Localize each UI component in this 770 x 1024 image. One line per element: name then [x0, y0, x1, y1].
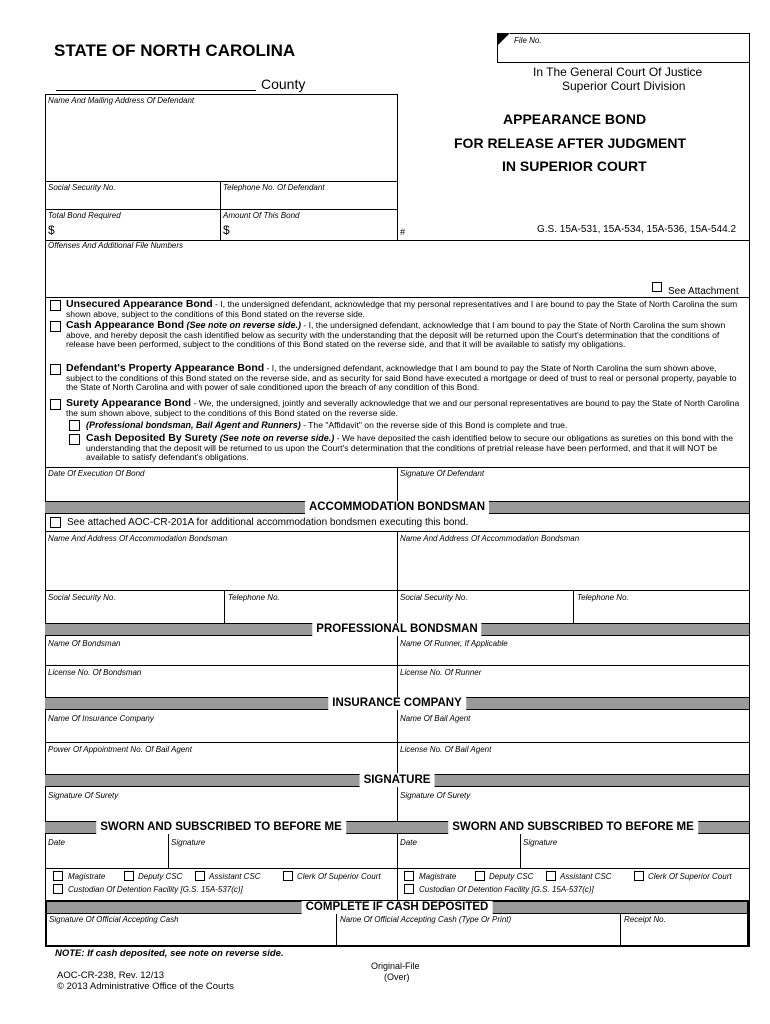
accom-ssn-divider-left — [224, 590, 225, 623]
professional-checkbox[interactable] — [69, 420, 80, 431]
runner-name-label: Name Of Runner, If Applicable — [400, 639, 508, 648]
runner-license-label: License No. Of Runner — [400, 668, 482, 677]
cash-bond-checkbox[interactable] — [50, 321, 61, 332]
property-bond-checkbox[interactable] — [50, 364, 61, 375]
cash-title: Cash Appearance Bond — [66, 319, 185, 331]
total-bond-label: Total Bond Required — [48, 211, 121, 220]
property-body: - I, the undersigned defendant, acknowledge that I am bound to pay the State of North Carolina the sum shown above, subject to the conditions of this Bond stated on the reverse side, and as security for said Bond have executed a mortgage or deed of trust to real or personal property, payable to the State of North Carolina and with power of sale conditioned upon the breach of any condition of this Bond. — [66, 363, 737, 393]
accom-ssn-left: Social Security No. — [48, 593, 116, 602]
state-title: STATE OF NORTH CAROLINA — [54, 41, 296, 60]
magistrate-checkbox-right[interactable] — [404, 871, 414, 881]
county-label: County — [261, 76, 306, 92]
sworn-date-left: Date — [48, 838, 65, 847]
deposit-note: (See note on reverse side.) — [219, 433, 335, 443]
insurance-band — [45, 697, 749, 710]
deputy-checkbox-left[interactable] — [124, 871, 134, 881]
signature-title: SIGNATURE — [360, 774, 435, 787]
accom-name-right: Name And Address Of Accommodation Bondsman — [400, 534, 580, 543]
bondsman-name-label: Name Of Bondsman — [48, 639, 121, 648]
deputy-checkbox-right[interactable] — [475, 871, 485, 881]
power-appointment-label: Power Of Appointment No. Of Bail Agent — [48, 745, 192, 754]
clerk-checkbox-left[interactable] — [283, 871, 293, 881]
surety-bond-checkbox[interactable] — [50, 399, 61, 410]
deputy-label-right: Deputy CSC — [489, 872, 534, 881]
signature-band — [45, 774, 749, 787]
unsecured-title: Unsecured Appearance Bond — [66, 298, 213, 310]
unsecured-body: - I, the undersigned defendant, acknowledge that my personal representatives and I are bound to pay the State of North Carolina the sum shown above, subject to the conditions of this Bond stated on the reverse side. — [66, 299, 738, 319]
surety-bond-text — [66, 399, 746, 418]
professional-bondsman-title: PROFESSIONAL BONDSMAN — [312, 623, 481, 636]
accom-ssn-right: Social Security No. — [400, 593, 468, 602]
property-title: Defendant's Property Appearance Bond — [66, 362, 265, 374]
sworn-signature-left: Signature — [171, 838, 206, 847]
accom-ssn-divider-right — [573, 590, 574, 623]
file-number-hash: # — [400, 227, 406, 237]
assistant-checkbox-right[interactable] — [546, 871, 556, 881]
cash-deposit-text — [86, 434, 746, 463]
ssn-divider — [220, 181, 221, 240]
accom-divider — [397, 531, 398, 623]
date-execution-label: Date Of Execution Of Bond — [48, 469, 145, 478]
sworn-title-right: SWORN AND SUBSCRIBED TO BEFORE ME — [448, 821, 698, 834]
execution-divider — [397, 467, 398, 501]
clerk-checkbox-right[interactable] — [634, 871, 644, 881]
rule-accom-ssn — [45, 590, 749, 591]
accommodation-band — [45, 501, 749, 514]
rule-power — [45, 742, 749, 743]
title-line2: FOR RELEASE AFTER JUDGMENT — [454, 135, 687, 151]
surety-title: Surety Appearance Bond — [66, 397, 192, 409]
rule-bond — [45, 209, 397, 210]
signature-defendant-label: Signature Of Defendant — [400, 469, 485, 478]
see-attachment-checkbox[interactable] — [652, 282, 662, 292]
custodian-checkbox-left[interactable] — [53, 884, 63, 894]
receipt-label: Receipt No. — [624, 915, 666, 924]
surety-body: - We, the undersigned, jointly and severally acknowledge that we and our personal representatives are bound to pay the State of North Carolina the sum shown above, subject to the conditions of this Bond stated on the reverse side. — [66, 398, 740, 418]
offenses-label: Offenses And Additional File Numbers — [48, 241, 184, 250]
title-line3: IN SUPERIOR COURT — [502, 158, 647, 174]
file-box-bottom — [497, 62, 749, 63]
footer-form: AOC-CR-238, Rev. 12/13 — [57, 970, 165, 981]
assistant-label-left: Assistant CSC — [209, 872, 261, 881]
see-attached-aoc-text: See attached AOC-CR-201A for additional accommodation bondsmen executing this bond. — [67, 517, 469, 528]
footer-note: NOTE: If cash deposited, see note on reverse side. — [55, 948, 284, 959]
bondsman-license-label: License No. Of Bondsman — [48, 668, 142, 677]
deposit-title: Cash Deposited By Surety — [86, 432, 218, 444]
file-corner — [497, 33, 511, 47]
deposit-body: - We have deposited the cash identified below to secure our obligations as sureties on this bond with the understanding that the deposit will be returned to us upon the Court's determination that the conditions of pretrial release have been performed, and that it will NOT be available to satisfy defendant's obligations. — [86, 433, 733, 463]
cash-divider-2 — [620, 914, 621, 946]
statutes: G.S. 15A-531, 15A-534, 15A-536, 15A-544.2 — [537, 224, 737, 235]
county-line — [56, 90, 256, 91]
property-bond-text — [66, 364, 746, 393]
sworn-date-right: Date — [400, 838, 417, 847]
surety-signature-right: Signature Of Surety — [400, 791, 471, 800]
professional-title: (Professional bondsman, Bail Agent and Runners) — [86, 420, 301, 430]
assistant-label-right: Assistant CSC — [560, 872, 612, 881]
accom-tel-left: Telephone No. — [228, 593, 280, 602]
title-line1: APPEARANCE BOND — [503, 111, 647, 127]
sworn-title-left: SWORN AND SUBSCRIBED TO BEFORE ME — [96, 821, 346, 834]
footer-copyright: © 2013 Administrative Office of the Courts — [57, 981, 234, 992]
cash-deposit-checkbox[interactable] — [69, 434, 80, 445]
total-bond-dollar: $ — [48, 223, 55, 237]
deputy-label-left: Deputy CSC — [138, 872, 183, 881]
cash-body: - I, the undersigned defendant, acknowledge that I am bound to pay the State of North Carolina the sum shown above, and hereby deposit the cash identified below as security with the understanding that the deposit will be returned upon the Court's determination that the conditions of release have been performed, subject to the conditions of this Bond stated on the reverse side, and that it will be available to satisfy my obligations. — [66, 320, 726, 350]
top-rule — [45, 94, 397, 95]
name-address-label: Name And Mailing Address Of Defendant — [48, 96, 195, 105]
unsecured-bond-text — [66, 300, 746, 319]
sworn-band-left — [45, 821, 397, 834]
sworn-date-divider-right — [520, 834, 521, 868]
custodian-label-right: Custodian Of Detention Facility [G.S. 15A-537(c)] — [419, 885, 594, 894]
name-official-label: Name Of Official Accepting Cash (Type Or Print) — [340, 915, 512, 924]
cash-band — [47, 901, 747, 914]
accom-tel-right: Telephone No. — [577, 593, 629, 602]
surety-signature-left: Signature Of Surety — [48, 791, 119, 800]
file-box-top — [510, 33, 749, 34]
professional-divider — [397, 636, 398, 697]
magistrate-label-left: Magistrate — [68, 872, 106, 881]
cash-title: COMPLETE IF CASH DEPOSITED — [302, 901, 493, 914]
court-line2: Superior Court Division — [562, 79, 686, 93]
amount-bond-label: Amount Of This Bond — [223, 211, 300, 220]
assistant-checkbox-left[interactable] — [195, 871, 205, 881]
cash-bond-text — [66, 321, 746, 350]
see-attachment-label: See Attachment — [668, 286, 739, 297]
sworn-band-right — [397, 821, 749, 834]
ssn-label: Social Security No. — [48, 183, 116, 192]
cash-note: (See note on reverse side.) — [186, 320, 301, 330]
bail-agent-label: Name Of Bail Agent — [400, 714, 471, 723]
form-left-border — [45, 94, 46, 947]
accom-name-left: Name And Address Of Accommodation Bondsman — [48, 534, 228, 543]
custodian-checkbox-right[interactable] — [404, 884, 414, 894]
rule-license — [45, 665, 749, 666]
insurance-company-label: Name Of Insurance Company — [48, 714, 154, 723]
header-divider — [397, 94, 398, 240]
telephone-defendant-label: Telephone No. Of Defendant — [223, 183, 325, 192]
accommodation-title: ACCOMMODATION BONDSMAN — [305, 501, 489, 514]
professional-text — [86, 421, 746, 431]
professional-body: - The "Affidavit" on the reverse side of this Bond is complete and true. — [300, 420, 568, 430]
footer-over: (Over) — [384, 972, 410, 982]
bail-agent-license-label: License No. Of Bail Agent — [400, 745, 492, 754]
insurance-title: INSURANCE COMPANY — [328, 697, 466, 710]
amount-bond-dollar: $ — [223, 223, 230, 237]
clerk-label-left: Clerk Of Superior Court — [297, 872, 381, 881]
sworn-date-divider-left — [168, 834, 169, 868]
rule-ssn — [45, 181, 397, 182]
see-attached-aoc-checkbox[interactable] — [50, 517, 61, 528]
form-right-border — [749, 33, 750, 947]
custodian-label-left: Custodian Of Detention Facility [G.S. 15A-537(c)] — [68, 885, 243, 894]
magistrate-label-right: Magistrate — [419, 872, 457, 881]
unsecured-checkbox[interactable] — [50, 300, 61, 311]
court-line1: In The General Court Of Justice — [533, 65, 703, 79]
file-no-label: File No. — [514, 36, 542, 45]
rule-officials — [45, 868, 749, 869]
magistrate-checkbox-left[interactable] — [53, 871, 63, 881]
signature-divider — [397, 787, 398, 902]
clerk-label-right: Clerk Of Superior Court — [648, 872, 732, 881]
footer-original: Original-File — [371, 961, 420, 971]
sworn-signature-right: Signature — [523, 838, 558, 847]
cash-divider-1 — [336, 914, 337, 946]
professional-band — [45, 623, 749, 636]
sig-official-label: Signature Of Official Accepting Cash — [49, 915, 179, 924]
